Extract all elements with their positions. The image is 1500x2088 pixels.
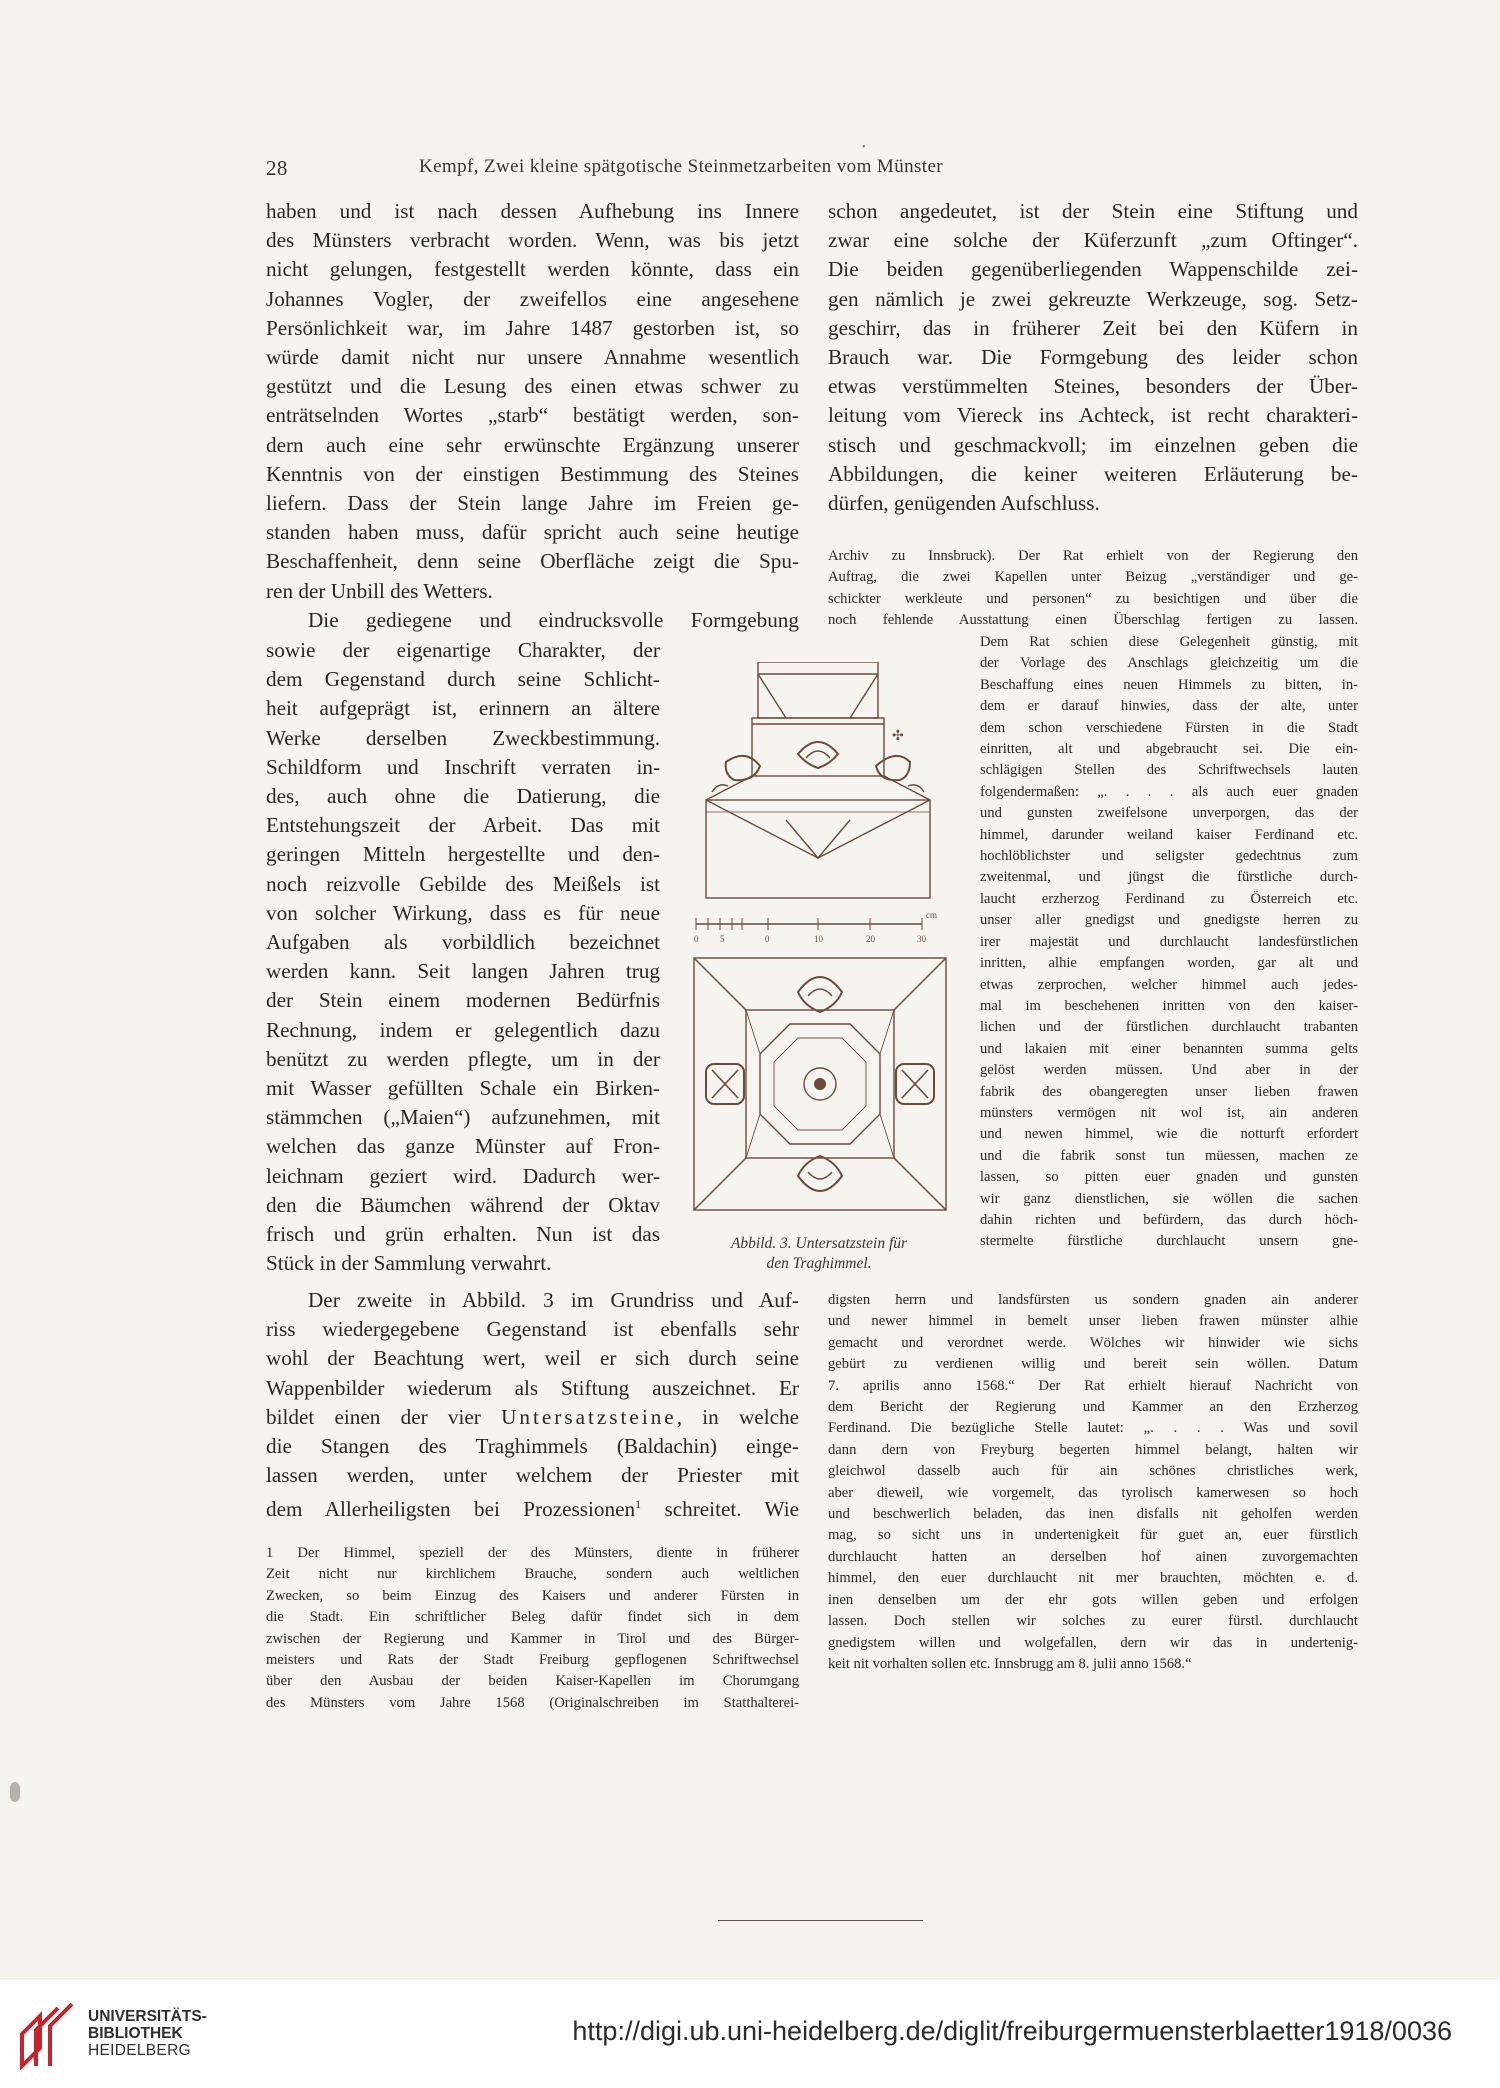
text-line: bildet einen der vier Untersatzsteine, in welche — [266, 1404, 799, 1429]
text-line: folgendermaßen: „. . . . als auch euer gnaden — [980, 783, 1358, 800]
text-line: Brauch war. Die Formgebung des leider schon — [828, 345, 1358, 370]
text-line: fabrik des obangeregten unser lieben frawen — [980, 1083, 1358, 1100]
text-line: stämmchen („Maien“) aufzunehmen, mit — [266, 1105, 660, 1130]
text-line: Dem Rat schien diese Gelegenheit günstig, mit — [980, 634, 1358, 650]
text-line: zwar eine solche der Küferzunft „zum Oftinger“. — [828, 228, 1358, 253]
text-line: über den Ausbau der beiden Kaiser-Kapellen im Chorumgang — [266, 1673, 799, 1690]
text-line: lichen und der fürstlichen durchlaucht trabanten — [980, 1019, 1358, 1036]
text-line: und newen himmel, wie die notturft erfordert — [980, 1126, 1358, 1143]
text-line: von solcher Wirkung, dass es für neue — [266, 900, 660, 925]
scale-label: 0 — [694, 934, 699, 944]
text-line: Ferdinand. Die bezügliche Stelle lautet: „. . . . Was und sovil — [828, 1420, 1358, 1437]
text-line: welchen das ganze Münster auf Fron- — [266, 1134, 660, 1159]
text-line: geringen Mitteln hergestellte und den- — [266, 842, 660, 867]
text-line: dann dern von Freyburg begerten himmel belangt, halten wir — [828, 1441, 1358, 1458]
text-line: geschirr, das in früherer Zeit bei den Küfern in — [828, 315, 1358, 340]
text-line: Beschaffenheit, denn seine Oberfläche zeigt die Spu- — [266, 549, 799, 574]
elevation-center-ornament — [798, 742, 838, 768]
scale-label: 5 — [720, 934, 725, 944]
text-line: Auftrag, die zwei Kapellen unter Beizug „verständiger und ge- — [828, 569, 1358, 586]
text-line: heit aufgeprägt ist, erinnern an ältere — [266, 696, 660, 721]
left-column-bottom — [266, 1286, 799, 1525]
elevation-drawing — [706, 662, 930, 898]
text-line: Aufgaben als vorbildlich bezeichnet — [266, 930, 660, 955]
text-line: Zwecken, so beim Einzug des Kaisers und anderer Fürsten in — [266, 1587, 799, 1604]
svg-text:✣: ✣ — [892, 729, 904, 744]
text-line: durchlaucht hatten an derselben hof ainen zuvorgemachten — [828, 1548, 1358, 1565]
page-number: 28 — [266, 156, 288, 180]
text-line: zweitenmal, und jüngst die fürstliche durch- — [980, 869, 1358, 886]
text-line: irer majestät und durchlaucht landesfürstlichen — [980, 933, 1358, 950]
text-line: dem Allerheiligsten bei Prozessionen$^1$ schreitet. Wie — [266, 1497, 799, 1522]
text-line: der Stein einem modernen Bedürfnis — [266, 988, 660, 1013]
text-line: unser aller gnedigst und gnedigste herren zu — [980, 912, 1358, 929]
end-rule — [718, 1920, 923, 1921]
elevation-right-ornament — [876, 756, 910, 780]
right-small-text-bottom — [828, 1290, 1358, 1675]
text-line: himmel, den euer durchlaucht nit mer brauchten, möchten e. d. — [828, 1570, 1358, 1587]
text-line: die Stangen des Traghimmels (Baldachin) einge- — [266, 1434, 799, 1459]
right-small-text-narrow — [980, 632, 1358, 1253]
text-line: Rechnung, indem er gelegentlich dazu — [266, 1017, 660, 1042]
text-line: sowie der eigenartige Charakter, der — [266, 638, 660, 662]
scale-label: 20 — [866, 934, 875, 944]
text-line: lassen, so pitten euer gnaden und gunsten — [980, 1169, 1358, 1186]
plan-drawing — [694, 958, 946, 1210]
text-line: hochlöblichster und seligster gedechtnus zum — [980, 848, 1358, 865]
text-line: lassen werden, unter welchem der Priester mit — [266, 1463, 799, 1488]
text-line: wir ganz dienstlichen, sie wöllen die sachen — [980, 1190, 1358, 1207]
text-line: Entstehungszeit der Arbeit. Das mit — [266, 813, 660, 838]
text-line: Abbildungen, die keiner weiteren Erläuterung be- — [828, 461, 1358, 486]
text-line: dem schon verschiedene Fürsten in die Stadt — [980, 719, 1358, 736]
text-line: lassen. Doch stellen wir solches zu eurer fürstl. durchlaucht — [828, 1613, 1358, 1630]
text-line: mit Wasser gefüllten Schale ein Birken- — [266, 1076, 660, 1101]
figure-caption — [684, 1234, 954, 1274]
text-line: Wappenbilder wiederum als Stiftung auszeichnet. Er — [266, 1375, 799, 1400]
text-line: enträtselnden Wortes „starb“ bestätigt werden, son- — [266, 403, 799, 428]
text-line: 7. aprilis anno 1568.“ Der Rat erhielt hierauf Nachricht von — [828, 1377, 1358, 1394]
text-line: gestützt und die Lesung des einen etwas schwer zu — [266, 374, 799, 399]
plan-ornament-top — [798, 977, 842, 1012]
text-line: schon angedeutet, ist der Stein eine Stiftung und — [828, 199, 1358, 223]
text-line: dem er darauf hinwies, dass der alte, unter — [980, 698, 1358, 715]
library-logo-icon — [18, 2000, 78, 2070]
left-column-narrow — [266, 636, 660, 1278]
spaced-term: Untersatzsteine — [501, 1404, 677, 1429]
text-line: schlägigen Stellen des Schriftwechsels lauten — [980, 762, 1358, 779]
text-line: wohl der Beachtung wert, weil er sich durch seine — [266, 1346, 799, 1371]
text-line: liefern. Dass der Stein lange Jahre im Freien ge- — [266, 491, 799, 516]
text-line: himmel, darunder weiland kaiser Ferdinand etc. — [980, 826, 1358, 843]
text-line: münsters vermögen nit wol ist, ain anderen — [980, 1104, 1358, 1121]
library-name-line: BIBLIOTHEK — [88, 2025, 183, 2042]
left-column-top — [266, 197, 799, 635]
scan-smudge — [10, 1782, 20, 1802]
text-line: Persönlichkeit war, im Jahre 1487 gestorben ist, so — [266, 315, 799, 340]
library-name-line: HEIDELBERG — [88, 2042, 191, 2059]
text-line: dahin richten und befürdern, das durch höch- — [980, 1211, 1358, 1228]
text-line: inen denselben um der ehr gots willen geben und erfolgen — [828, 1591, 1358, 1608]
text-line: und newer himmel in bemelt unser lieben frawen münster alhie — [828, 1313, 1358, 1330]
library-name-line: UNIVERSITÄTS- — [88, 2008, 207, 2025]
text-line: des Münsters vom Jahre 1568 (Originalschreiben im Statthalterei- — [266, 1694, 799, 1711]
text-line: leichnam geziert wird. Dadurch wer- — [266, 1163, 660, 1188]
text-line: gelöst werden müssen. Und aber in der — [980, 1062, 1358, 1079]
running-title: Kempf, Zwei kleine spätgotische Steinmetzarbeiten vom Münster — [418, 156, 944, 177]
text-line: meisters und Rats der Stadt Freiburg gepflogenen Schriftwechsel — [266, 1652, 799, 1669]
text-line: Johannes Vogler, der zweifellos eine angesehene — [266, 286, 799, 311]
text-line: inritten, alhie empfangen worden, gar alt und — [980, 955, 1358, 972]
text-line: riss wiedergegebene Gegenstand ist ebenfalls sehr — [266, 1317, 799, 1342]
text-line: stisch und geschmackvoll; im einzelnen geben die — [828, 432, 1358, 457]
text-line: die Stadt. Ein schriftlicher Beleg dafür findet sich in dem — [266, 1609, 799, 1626]
text-line: ren der Unbill des Wetters. — [266, 578, 493, 603]
figure-untersatzstein — [686, 662, 950, 1247]
footnote — [266, 1543, 799, 1714]
text-line: einritten, alt und abgebraucht sei. Die ein- — [980, 741, 1358, 758]
library-name — [88, 2008, 238, 2059]
text-line: Die gediegene und eindrucksvolle Formgebung — [308, 607, 799, 632]
source-url[interactable]: http://digi.ub.uni-heidelberg.de/diglit/freiburgermuensterblaetter1918/0036 — [572, 2016, 1452, 2046]
text-line: dem Gegenstand durch seine Schlicht- — [266, 667, 660, 692]
text-line: haben und ist nach dessen Aufhebung ins Innere — [266, 199, 799, 223]
text-line: gebürt zu verdienen willig und bereit sein wöllen. Datum — [828, 1356, 1358, 1373]
text-line: mal im beschehenen inritten von den kaiser- — [980, 997, 1358, 1014]
caption-line: Abbild. 3. Untersatzstein für — [730, 1235, 908, 1252]
text-line: gemacht und verordnet werde. Wölches wir hinwider wie sichs — [828, 1334, 1358, 1351]
text-line: Schildform und Inschrift verraten in- — [266, 754, 660, 779]
scale-label: 0 — [765, 934, 770, 944]
text-line: etwas verstümmelten Steines, besonders der Über- — [828, 374, 1358, 399]
text-line: digsten herrn und landsfürsten us sondern gnaden ain anderer — [828, 1292, 1358, 1308]
text-line: dem Bericht der Regierung und Kammer an den Erzherzog — [828, 1399, 1358, 1416]
text-line: leitung vom Viereck ins Achteck, ist recht charakteri- — [828, 403, 1358, 428]
caption-line: den Traghimmel. — [766, 1255, 872, 1272]
running-header — [266, 142, 1096, 182]
text-line: und lakaien mit einer benannten summa gelts — [980, 1040, 1358, 1057]
text-line: laucht erzherzog Ferdinand zu Österreich etc. — [980, 890, 1358, 907]
elevation-top-block — [758, 662, 878, 718]
text-line: gnedigstem willen und wolgefallen, dern wir das in undertenig- — [828, 1634, 1358, 1651]
scale-unit: cm — [926, 910, 937, 920]
text-line: dern auch eine sehr erwünschte Ergänzung unserer — [266, 432, 799, 457]
elevation-base — [706, 800, 930, 898]
text-line: nicht gelungen, festgestellt werden könnte, dass ein — [266, 257, 799, 282]
text-line: zwischen der Regierung und Kammer in Tirol und des Bürger- — [266, 1630, 799, 1647]
plan-ornament-bottom — [798, 1156, 842, 1191]
header-dot: • — [862, 142, 866, 153]
text-line: noch reizvolle Gebilde des Meißels ist — [266, 871, 660, 896]
text-line: stermelte fürstliche durchlaucht unsern gne- — [980, 1233, 1358, 1250]
text-line: aber dieweil, wie vorgemelt, das tyrolisch kamerwesen so hoch — [828, 1484, 1358, 1501]
text-line: des, auch ohne die Datierung, die — [266, 784, 660, 809]
footnote-marker: 1 — [635, 1497, 642, 1512]
text-line: den die Bäumchen während der Oktav — [266, 1192, 660, 1217]
text-line: Beschaffung eines neuen Himmels zu bitten, in- — [980, 676, 1358, 693]
text-line: der Vorlage des Anschlags gleichzeitig um die — [980, 655, 1358, 672]
text-line: Zeit nicht nur kirchlichem Brauche, sondern auch weltlichen — [266, 1566, 799, 1583]
text-line: Archiv zu Innsbruck). Der Rat erhielt von der Regierung den — [828, 548, 1358, 564]
scale-bar — [694, 910, 937, 944]
text-line: frisch und grün erhalten. Nun ist das — [266, 1222, 660, 1247]
text-line: des Münsters verbracht worden. Wenn, was bis jetzt — [266, 228, 799, 253]
text-line: standen haben muss, dafür spricht auch seine heutige — [266, 520, 799, 545]
text-line: benützt zu werden pflegte, um in der — [266, 1046, 660, 1071]
text-line: Die beiden gegenüberliegenden Wappenschilde zei- — [828, 257, 1358, 282]
text-line: werden kann. Seit langen Jahren trug — [266, 959, 660, 984]
scale-label: 30 — [917, 934, 926, 944]
text-line: Werke derselben Zweckbestimmung. — [266, 725, 660, 750]
text-line: gleichwol dasselb auch für ain schönes christliches werk, — [828, 1463, 1358, 1480]
text-line: schickter werkleute und personen“ zu besichtigen und über die — [828, 590, 1358, 607]
text-line: Kenntnis von der einstigen Bestimmung des Steines — [266, 461, 799, 486]
text-line: Stück in der Sammlung verwahrt. — [266, 1251, 552, 1276]
text-line: keit nit vorhalten sollen etc. Innsbrugg am 8. julii anno 1568.“ — [828, 1655, 1192, 1672]
text-line: dürfen, genügenden Aufschluss. — [828, 491, 1100, 516]
text-line: und gunsten zweifelsone unverporgen, das der — [980, 805, 1358, 822]
text-line: Der zweite in Abbild. 3 im Grundriss und Auf- — [308, 1288, 799, 1312]
text-line: mag, so sicht uns in undertenigkeit für guet an, euer fürstlich — [828, 1527, 1358, 1544]
text-line: und die fabrik sonst tun müessen, machen ze — [980, 1147, 1358, 1164]
text-line: 1 Der Himmel, speziell der des Münsters, diente in früherer — [266, 1545, 799, 1561]
text-line: gen nämlich je zwei gekreuzte Werkzeuge, sog. Setz- — [828, 286, 1358, 311]
text-line: etwas zerprochen, welcher himmel auch jedes- — [980, 976, 1358, 993]
text-line: noch fehlende Ausstattung einen Überschlag fertigen zu lassen. — [828, 612, 1358, 629]
text-line: würde damit nicht nur unsere Annahme wesentlich — [266, 345, 799, 370]
scale-label: 10 — [814, 934, 823, 944]
right-small-text-wide — [828, 546, 1358, 632]
right-column-top — [828, 197, 1358, 518]
text-line: und beschwerlich beladen, das inen disfalls nit geholfen werden — [828, 1506, 1358, 1523]
